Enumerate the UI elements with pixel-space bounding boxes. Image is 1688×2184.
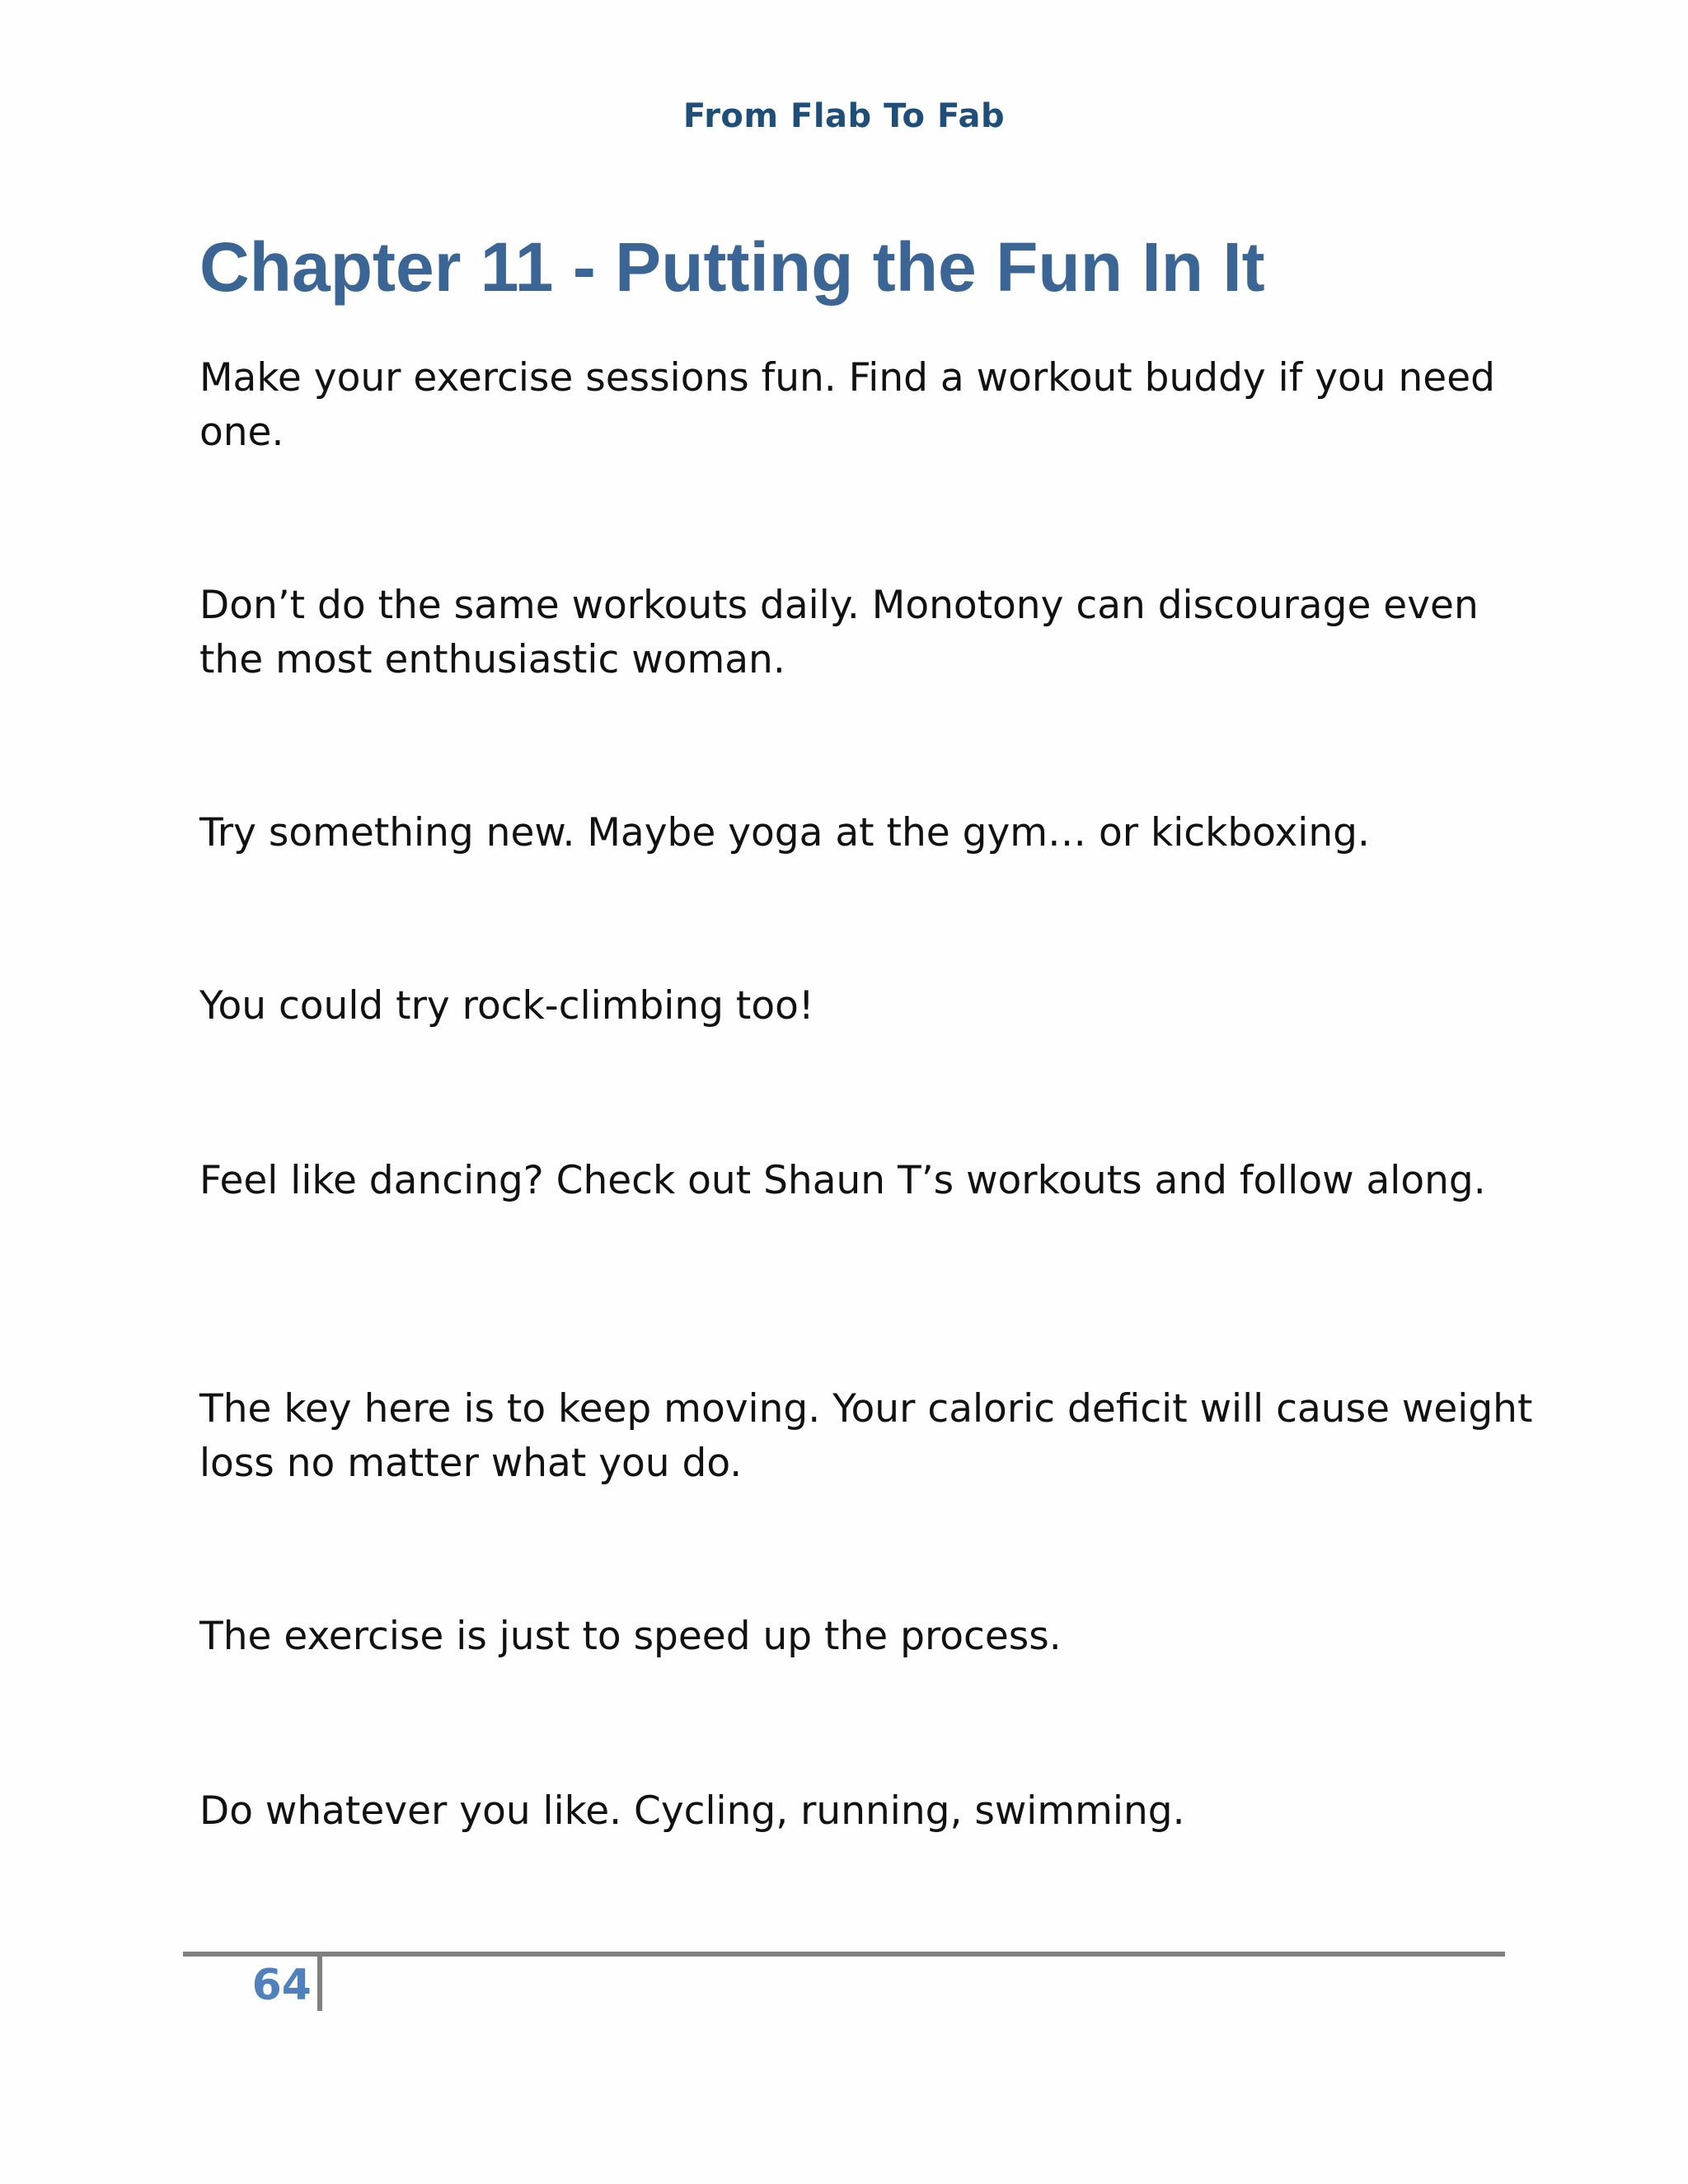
paragraph-7: The exercise is just to speed up the process. [199, 1614, 1062, 1659]
paragraph-6: The key here is to keep moving. Your caloric deficit will cause weight loss no matter what you do. [199, 1386, 1533, 1486]
footer-rule [183, 1952, 1505, 1957]
page-number: 64 [251, 1961, 312, 2010]
paragraph-3: Try something new. Maybe yoga at the gym… or kickboxing. [199, 810, 1370, 855]
paragraph-4: You could try rock-climbing too! [199, 983, 814, 1029]
footer-divider [317, 1957, 322, 2011]
paragraph-8: Do whatever you like. Cycling, running, swimming. [199, 1788, 1185, 1834]
paragraph-5: Feel like dancing? Check out Shaun T’s workouts and follow along. [199, 1158, 1486, 1203]
chapter-title: Chapter 11 - Putting the Fun In It [199, 228, 1265, 306]
paragraph-2: Don’t do the same workouts daily. Monotony can discourage even the most enthusiastic woman. [199, 583, 1479, 682]
running-header: From Flab To Fab [682, 97, 1006, 135]
paragraph-1: Make your exercise sessions fun. Find a workout buddy if you need one. [199, 355, 1495, 455]
